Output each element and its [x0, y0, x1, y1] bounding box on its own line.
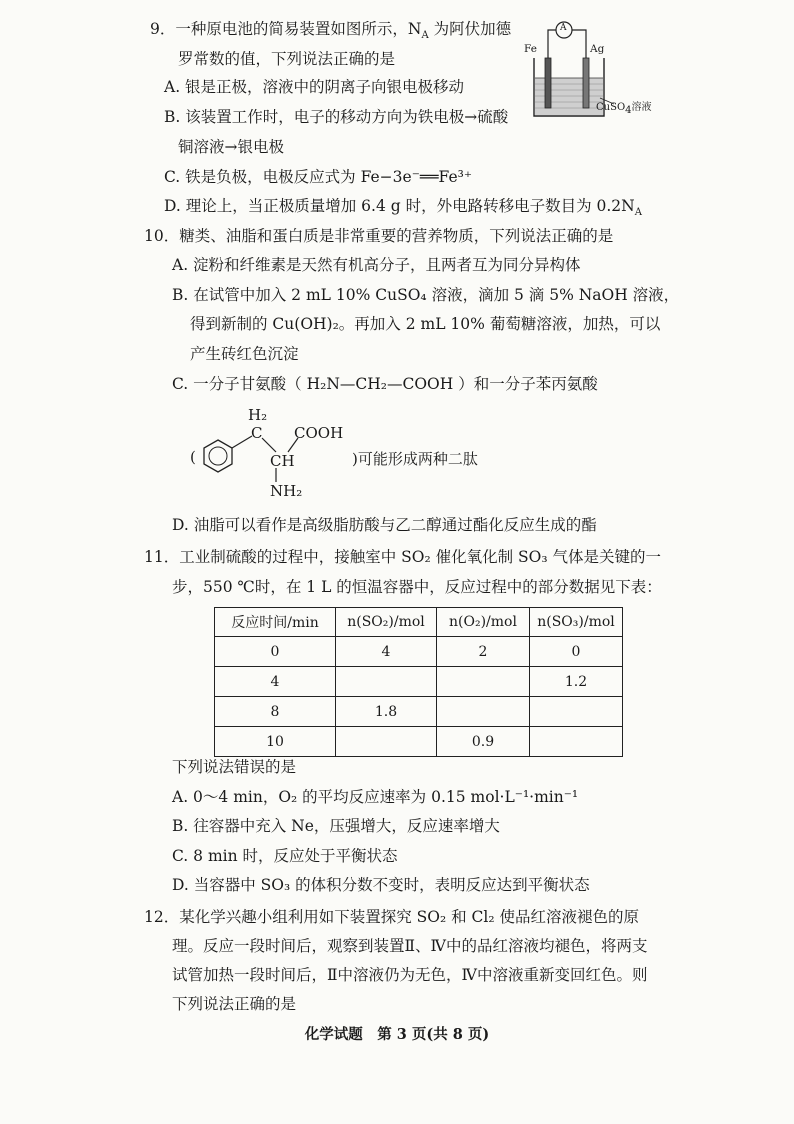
q10-option-c-line1: C. 一分子甘氨酸（ H₂N—CH₂—COOH ）和一分子苯丙氨酸 — [172, 375, 598, 393]
q12-line3: 试管加热一段时间后，Ⅱ中溶液仍为无色，Ⅳ中溶液重新变回红色。则 — [172, 966, 648, 984]
q9-option-c: C. 铁是负极，电极反应式为 Fe−3e⁻══Fe³⁺ — [164, 168, 473, 186]
table-cell: 0.9 — [437, 727, 530, 757]
ammeter-label: A — [560, 23, 567, 33]
table-cell: 10 — [215, 727, 336, 757]
q12-line2: 理。反应一段时间后，观察到装置Ⅱ、Ⅳ中的品红溶液均褪色，将两支 — [172, 937, 648, 955]
q9-stem-line1: 9．一种原电池的简易装置如图所示，$N_A$ 为阿伏加德 — [150, 20, 512, 42]
q11-stem-line2: 步，550 ℃时，在 1 L 的恒温容器中，反应过程中的部分数据见下表： — [172, 578, 662, 596]
struct-c: C — [251, 424, 263, 442]
q10-option-b-line3: 产生砖红色沉淀 — [190, 345, 299, 363]
solution-label: CuSO$_4$溶液 — [596, 102, 652, 116]
table-cell — [437, 667, 530, 697]
table-header-cell: 反应时间/min — [215, 608, 336, 637]
table-cell: 2 — [437, 637, 530, 667]
q11-stem-line1: 11．工业制硫酸的过程中，接触室中 SO₂ 催化氧化制 SO₃ 气体是关键的一 — [144, 548, 662, 566]
q12-line4: 下列说法正确的是 — [172, 995, 297, 1013]
table-cell: 1.2 — [530, 667, 623, 697]
fe-electrode-label: Fe — [524, 43, 537, 55]
q10-option-b-line1: B. 在试管中加入 2 mL 10% CuSO₄ 溶液，滴加 5 滴 5% NaOH 溶液， — [172, 286, 680, 304]
q11-option-d: D. 当容器中 SO₃ 的体积分数不变时，表明反应达到平衡状态 — [172, 876, 590, 894]
table-header-cell: n(SO₂)/mol — [336, 608, 437, 637]
q11-prompt: 下列说法错误的是 — [172, 758, 297, 776]
q9-option-b-line2: 铜溶液→银电极 — [178, 138, 284, 156]
table-cell: 8 — [215, 697, 336, 727]
struct-ch: CH — [270, 452, 295, 470]
table-row — [215, 727, 623, 757]
table-header-row — [215, 608, 623, 637]
q12-line1: 12．某化学兴趣小组利用如下装置探究 SO₂ 和 Cl₂ 使品红溶液褪色的原 — [144, 908, 640, 926]
table-cell: 1.8 — [336, 697, 437, 727]
galvanic-cell-figure — [520, 18, 652, 128]
table-cell: 4 — [336, 637, 437, 667]
q11-option-c: C. 8 min 时，反应处于平衡状态 — [172, 847, 398, 865]
struct-open-paren: ( — [190, 448, 196, 466]
table-cell — [336, 727, 437, 757]
table-row — [215, 697, 623, 727]
q9-stem-line2: 罗常数的值，下列说法正确的是 — [178, 50, 396, 68]
q10-option-a: A. 淀粉和纤维素是天然有机高分子，且两者互为同分异构体 — [172, 256, 581, 274]
table-row — [215, 667, 623, 697]
q9-option-d: D. 理论上，当正极质量增加 6.4 g 时，外电路转移电子数目为 $0.2N_A$ — [164, 197, 642, 219]
table-cell: 0 — [215, 637, 336, 667]
q11-option-b: B. 往容器中充入 Ne，压强增大，反应速率增大 — [172, 817, 500, 835]
page-footer: 化学试题 第 3 页(共 8 页) — [304, 1026, 490, 1043]
table-cell: 4 — [215, 667, 336, 697]
table-cell: 0 — [530, 637, 623, 667]
table-header-cell: n(SO₃)/mol — [530, 608, 623, 637]
q11-option-a: A. 0～4 min，O₂ 的平均反应速率为 0.15 mol·L⁻¹·min⁻¹ — [172, 788, 579, 806]
ag-electrode-label: Ag — [590, 43, 605, 55]
q10-option-d: D. 油脂可以看作是高级脂肪酸与乙二醇通过酯化反应生成的酯 — [172, 516, 597, 534]
q9-option-b-line1: B. 该装置工作时，电子的移动方向为铁电极→硫酸 — [164, 108, 509, 126]
table-header-cell: n(O₂)/mol — [437, 608, 530, 637]
table-row — [215, 637, 623, 667]
table-cell — [437, 697, 530, 727]
q10-option-b-line2: 得到新制的 Cu(OH)₂。再加入 2 mL 10% 葡萄糖溶液，加热，可以 — [190, 315, 661, 333]
struct-nh2: NH₂ — [270, 482, 303, 500]
table-cell — [530, 727, 623, 757]
struct-h2: H₂ — [248, 406, 268, 424]
phenylalanine-structure — [176, 404, 536, 508]
struct-tail-text: )可能形成两种二肽 — [352, 450, 478, 468]
reaction-data-table — [214, 607, 623, 757]
struct-cooh: COOH — [294, 424, 344, 442]
table-cell — [336, 667, 437, 697]
q10-stem: 10．糖类、油脂和蛋白质是非常重要的营养物质，下列说法正确的是 — [144, 227, 614, 245]
q9-option-a: A. 银是正极，溶液中的阴离子向银电极移动 — [164, 78, 465, 96]
table-cell — [530, 697, 623, 727]
